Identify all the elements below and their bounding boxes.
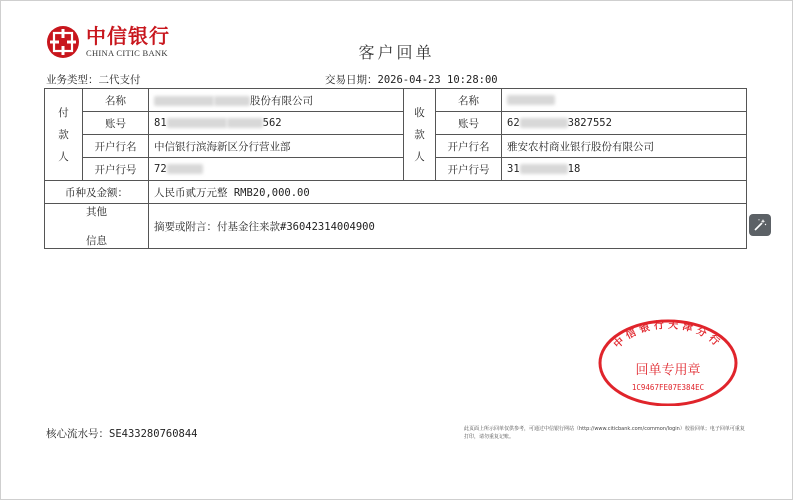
memo-text: 摘要或附言：付基金往来款#36042314004900 (149, 204, 747, 249)
payer-bank-value: 中信银行滨海新区分行营业部 (149, 135, 404, 158)
payee-side-label: 收 款 人 (404, 89, 436, 181)
payer-name-label: 名称 (83, 89, 149, 112)
redacted-mask (154, 96, 214, 106)
payer-account-value: 81 562 (149, 112, 404, 135)
other-info-label: 其他 信息 (45, 204, 149, 249)
redacted-mask (520, 164, 568, 174)
amount-value: 人民币贰万元整 RMB20,000.00 (149, 181, 747, 204)
bank-name-en: CHINA CITIC BANK (86, 48, 168, 59)
table-row (45, 181, 747, 204)
bank-name-cn: 中信银行 (86, 24, 170, 49)
table-row (45, 112, 747, 135)
table-row (45, 89, 747, 112)
page-title: 客户回单 (358, 43, 435, 62)
payee-bank-label: 开户行名 (436, 135, 502, 158)
payee-name-label: 名称 (436, 89, 502, 112)
redacted-mask (227, 118, 263, 128)
payee-account-label: 账号 (436, 112, 502, 135)
payer-account-label: 账号 (83, 112, 149, 135)
svg-text:中信银行天津分行 (611, 318, 726, 351)
payer-bank-label: 开户行名 (83, 135, 149, 158)
stamp-center-text: 回单专用章 (635, 363, 701, 378)
core-serial-number: 核心流水号：SE433280760844 (46, 428, 198, 440)
payee-account-value: 62 3827552 (502, 112, 747, 135)
table-row (45, 135, 747, 158)
payer-bank-no-label: 开户行号 (83, 158, 149, 181)
amount-label: 币种及金额： (45, 181, 149, 204)
table-row (45, 204, 747, 249)
trade-date: 交易日期：2026-04-23 10:28:00 (325, 74, 498, 86)
stamp-ring-text: 中信银行天津分行 (612, 319, 724, 351)
bank-seal-stamp (598, 316, 738, 406)
redacted-mask (167, 118, 227, 128)
payer-side-label: 付 款 人 (45, 89, 83, 181)
redacted-mask (167, 164, 203, 174)
business-type: 业务类型：二代支付 (46, 74, 141, 86)
magic-wand-icon[interactable] (749, 214, 771, 236)
table-row (45, 158, 747, 181)
stamp-code: 1C9467FE07E384EC (631, 383, 705, 392)
payer-bank-no-value: 72 (149, 158, 404, 181)
payee-name-value (502, 89, 747, 112)
receipt-table (44, 88, 747, 249)
footer-note: 此页面上所示回单仅供参考，可通过中信银行网站（http://www.citicbank.com/common/login）校验回单；电子回单可重复打印，请勿重复记账。 (464, 426, 745, 440)
payer-name-value: 股份有限公司 (149, 89, 404, 112)
payee-bank-no-value: 31 18 (502, 158, 747, 181)
redacted-mask (214, 96, 250, 106)
redacted-mask (507, 95, 555, 105)
redacted-mask (520, 118, 568, 128)
payee-bank-no-label: 开户行号 (436, 158, 502, 181)
payee-bank-value: 雅安农村商业银行股份有限公司 (502, 135, 747, 158)
